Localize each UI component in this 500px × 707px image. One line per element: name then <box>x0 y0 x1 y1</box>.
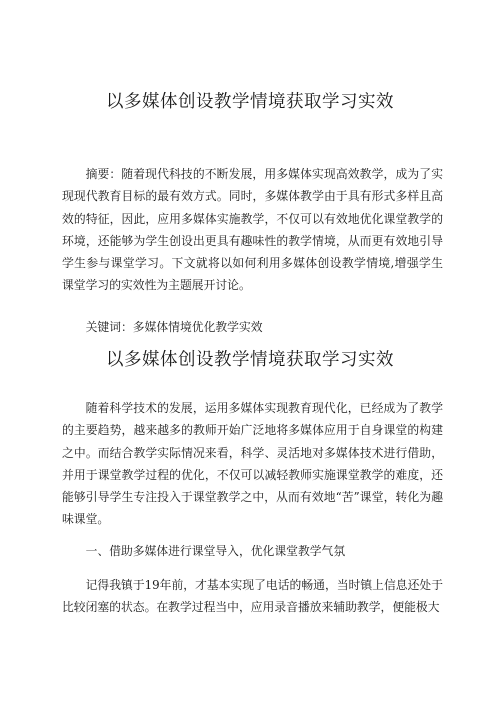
document-title: 以多媒体创设教学情境获取学习实效 <box>106 92 394 112</box>
abstract-paragraph: 摘要：随着现代科技的不断发展，用多媒体实现高效教学，成为了实现现代教育目标的最有效方式。同时，多媒体教学由于具有形式多样且高效的特征，因此，应用多媒体实施教学，不仅可以有效地优化课堂教学的环境，还能够为学生创设出更具有趣味性的教学情境，从而更有效地引导学生参与课堂学习。下文就将以如何利用多媒体创设教学情境,增强学生课堂学习的实效性为主题展开讨论。 <box>62 167 443 293</box>
section-paragraph: 记得我镇于19年前，才基本实现了电话的畅通，当时镇上信息还处于比较闭塞的状态。在教学过程当中，应用录音播放来辅助教学，便能极大 <box>62 578 443 615</box>
body-title: 以多媒体创设教学情境获取学习实效 <box>106 350 394 370</box>
keywords-line: 关键词：多媒体情境优化教学实效 <box>85 320 263 334</box>
section-heading: 一、借助多媒体进行课堂导入，优化课堂教学气氛 <box>85 544 346 558</box>
intro-paragraph: 随着科学技术的发展，运用多媒体实现教育现代化，已经成为了教学的主要趋势，越来越多的教师开始广泛地将多媒体应用于自身课堂的构建之中。而结合教学实际情况来看，科学、灵活地对多媒体技术进行借助，并用于课堂教学过程的优化，不仅可以减轻教师实施课堂教学的难度，还能够引导学生专注投入于课堂教学之中，从而有效地“苦”课堂，转化为趣味课堂。 <box>62 401 443 527</box>
